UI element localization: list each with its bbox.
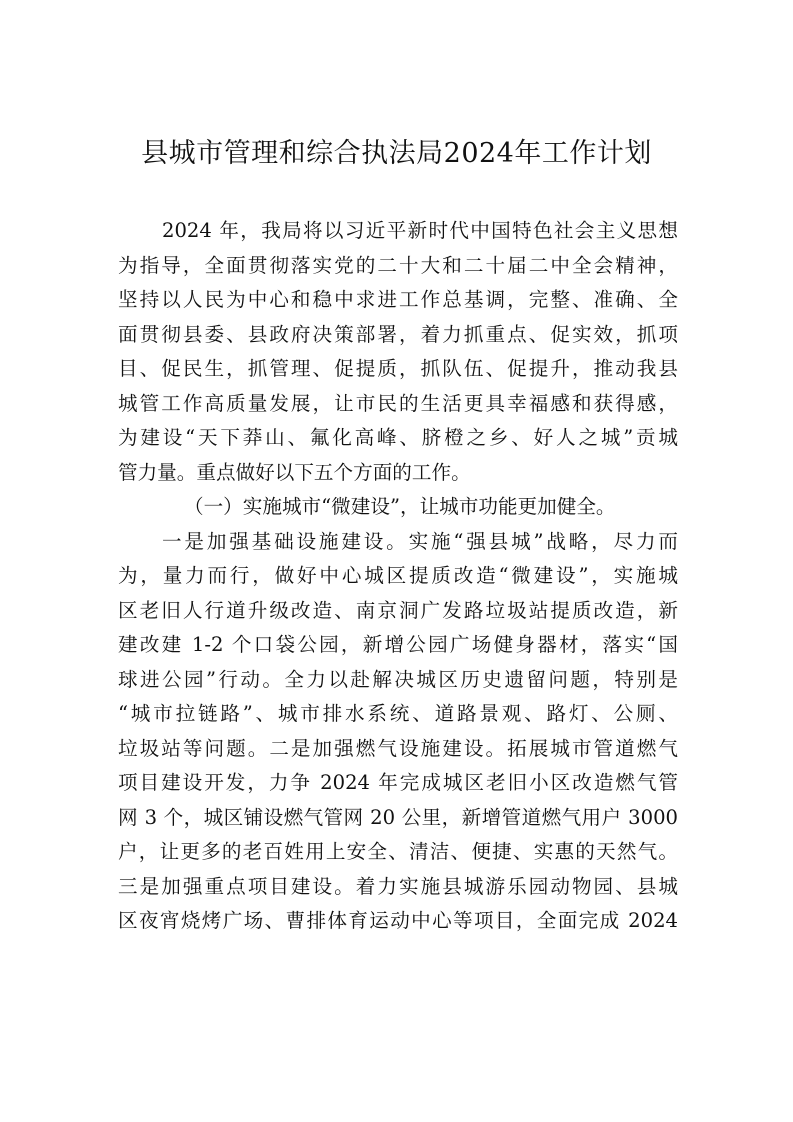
paragraph-line: 一是加强基础设施建设。实施“强县城”战略，尽力而 xyxy=(162,529,678,553)
paragraph-line: 为建设“天下莽山、氟化高峰、脐橙之乡、好人之城”贡城 xyxy=(118,426,678,449)
paragraph-line: 面贯彻县委、县政府决策部署，着力抓重点、促实效，抓项 xyxy=(118,322,678,346)
document-body xyxy=(118,214,678,939)
paragraph-line: 管力量。重点做好以下五个方面的工作。 xyxy=(118,460,471,484)
paragraph-line: 网 3 个，城区铺设燃气管网 20 公里，新增管道燃气用户 3000 xyxy=(118,805,678,829)
document-title: 县城市管理和综合执法局2024年工作计划 xyxy=(141,138,652,169)
paragraph-line: 区老旧人行道升级改造、南京洞广发路垃圾站提质改造，新 xyxy=(118,598,678,622)
paragraph-line: 为，量力而行，做好中心城区提质改造“微建设”，实施城 xyxy=(118,564,678,587)
section-heading: （一）实施城市“微建设”，让城市功能更加健全。 xyxy=(184,495,616,518)
paragraph-line: 户，让更多的老百姓用上安全、清洁、便捷、实惠的天然气。 xyxy=(118,840,678,863)
paragraph-line: 三是加强重点项目建设。着力实施县城游乐园动物园、县城 xyxy=(118,874,678,898)
paragraph-line: 目、促民生，抓管理、促提质，抓队伍、促提升，推动我县 xyxy=(118,357,678,380)
paragraph-line: 项目建设开发，力争 2024 年完成城区老旧小区改造燃气管 xyxy=(118,771,678,794)
paragraph-line: 垃圾站等问题。二是加强燃气设施建设。拓展城市管道燃气 xyxy=(118,736,678,760)
paragraph-line: 坚持以人民为中心和稳中求进工作总基调，完整、准确、全 xyxy=(118,288,678,311)
paragraph-line: 2024 年，我局将以习近平新时代中国特色社会主义思想 xyxy=(162,219,678,242)
paragraph-line: 城管工作高质量发展，让市民的生活更具幸福感和获得感， xyxy=(118,391,678,415)
paragraph-line: “城市拉链路”、城市排水系统、道路景观、路灯、公厕、 xyxy=(118,702,678,725)
paragraph-line: 建改建 1-2 个口袋公园，新增公园广场健身器材，落实“国 xyxy=(118,633,678,656)
paragraph-line: 为指导，全面贯彻落实党的二十大和二十届二中全会精神， xyxy=(118,253,678,277)
paragraph-line: 球进公园”行动。全力以赴解决城区历史遗留问题，特别是 xyxy=(118,667,678,691)
paragraph-line: 区夜宵烧烤广场、曹排体育运动中心等项目，全面完成 2024 xyxy=(118,909,678,932)
